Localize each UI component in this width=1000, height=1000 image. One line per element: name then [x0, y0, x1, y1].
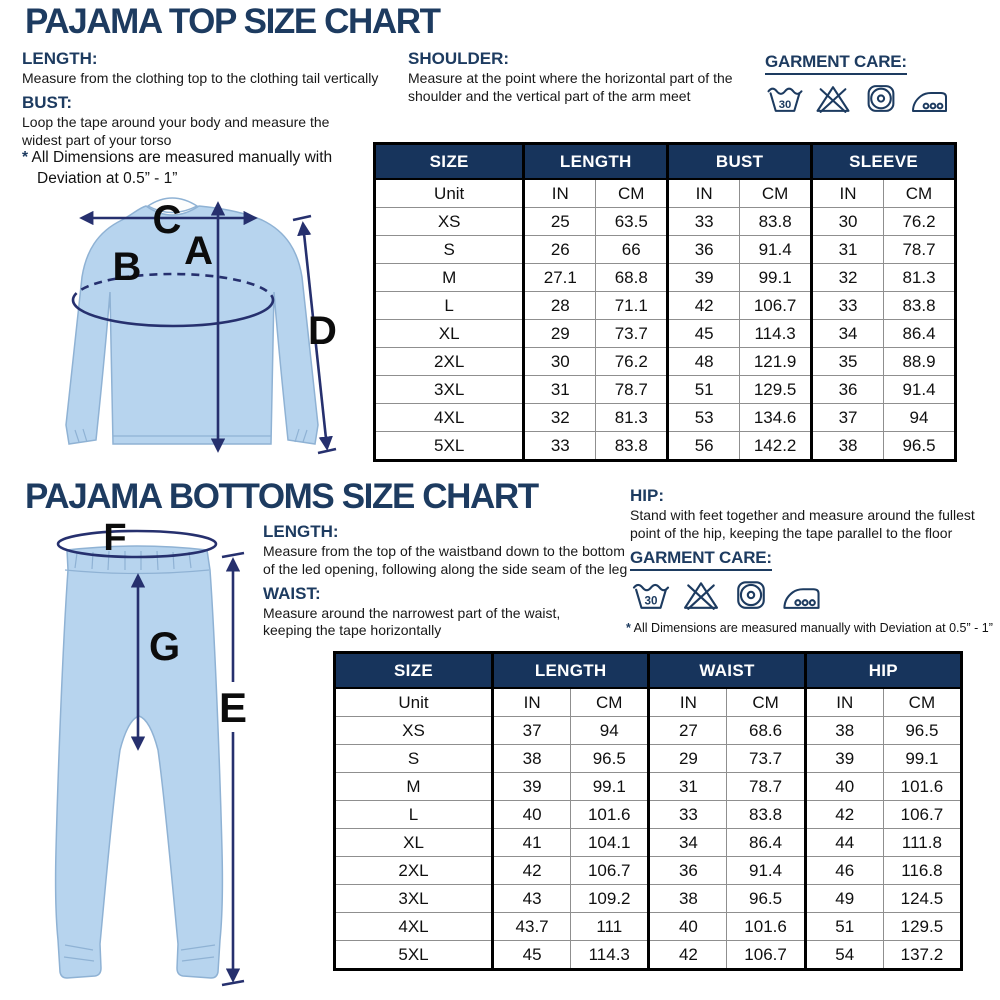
value-cell: CM [727, 688, 805, 717]
value-cell: IN [812, 179, 884, 208]
value-cell: 124.5 [883, 885, 961, 913]
pajama-bottoms-size-table [333, 651, 963, 971]
table-row [335, 801, 962, 829]
size-cell: XL [375, 320, 524, 348]
value-cell: 78.7 [596, 376, 668, 404]
value-cell: 35 [812, 348, 884, 376]
note-line1: All Dimensions are measured manually with [31, 149, 333, 166]
value-cell: 88.9 [884, 348, 956, 376]
hip-label: HIP: [630, 486, 664, 505]
value-cell: 34 [812, 320, 884, 348]
value-cell: 49 [805, 885, 883, 913]
shoulder-text: Measure at the point where the horizontal part of the shoulder and the vertical part of the arm meet [408, 70, 733, 104]
size-cell: XL [335, 829, 493, 857]
dim-letter-B: B [112, 245, 142, 289]
unit-row [335, 688, 962, 717]
bottoms-length-text: Measure from the top of the waistband down to the bottom of the led opening, following along the side seam of the leg [263, 543, 628, 577]
size-cell: XS [335, 717, 493, 745]
value-cell: 36 [649, 857, 727, 885]
value-cell: 116.8 [883, 857, 961, 885]
value-cell: 44 [805, 829, 883, 857]
value-cell: 99.1 [883, 745, 961, 773]
value-cell: 42 [805, 801, 883, 829]
value-cell: 51 [668, 376, 740, 404]
value-cell: 81.3 [884, 264, 956, 292]
garment-care-top-block [765, 52, 951, 115]
wash-temp-value: 30 [778, 98, 792, 111]
value-cell: 39 [805, 745, 883, 773]
table-row [375, 320, 956, 348]
size-cell: 5XL [335, 941, 493, 970]
hip-text: Stand with feet together and measure around the fullest point of the hip, keeping the tape parallel to the floor [630, 507, 975, 541]
dim-letter-G: G [149, 625, 181, 669]
value-cell: 94 [884, 404, 956, 432]
wash-30-icon [765, 82, 805, 115]
size-cell: 2XL [375, 348, 524, 376]
value-cell: 40 [649, 913, 727, 941]
value-cell: 36 [812, 376, 884, 404]
value-cell: 76.2 [596, 348, 668, 376]
value-cell: 86.4 [884, 320, 956, 348]
value-cell: 31 [524, 376, 596, 404]
table-row [335, 857, 962, 885]
table-row [375, 376, 956, 404]
wash-temp-value: 30 [644, 594, 658, 608]
pajama-bottoms-illustration [15, 520, 265, 992]
value-cell: 73.7 [727, 745, 805, 773]
value-cell: 121.9 [740, 348, 812, 376]
size-cell: 3XL [375, 376, 524, 404]
size-cell: M [335, 773, 493, 801]
value-cell: 106.7 [883, 801, 961, 829]
value-cell: 40 [805, 773, 883, 801]
value-cell: 29 [524, 320, 596, 348]
value-cell: 33 [649, 801, 727, 829]
value-cell: 111.8 [883, 829, 961, 857]
size-cell: 4XL [375, 404, 524, 432]
size-cell: L [375, 292, 524, 320]
size-cell: S [375, 236, 524, 264]
column-group-header: HIP [805, 653, 961, 689]
value-cell: 48 [668, 348, 740, 376]
value-cell: 81.3 [596, 404, 668, 432]
hip-instructions-block [630, 486, 992, 543]
value-cell: 137.2 [883, 941, 961, 970]
length-text: Measure from the clothing top to the clothing tail vertically [22, 70, 379, 86]
value-cell: 38 [493, 745, 571, 773]
table-row [335, 829, 962, 857]
value-cell: 43 [493, 885, 571, 913]
bust-label: BUST: [22, 92, 73, 112]
value-cell: 96.5 [727, 885, 805, 913]
value-cell: 36 [668, 236, 740, 264]
tumble-dry-icon [861, 82, 901, 115]
size-cell: XS [375, 208, 524, 236]
value-cell: 32 [812, 264, 884, 292]
value-cell: 99.1 [740, 264, 812, 292]
tumble-dry-icon [730, 578, 772, 612]
value-cell: 114.3 [740, 320, 812, 348]
bust-text: Loop the tape around your body and measure the widest part of your torso [22, 113, 330, 148]
value-cell: 66 [596, 236, 668, 264]
value-cell: 73.7 [596, 320, 668, 348]
value-cell: 39 [668, 264, 740, 292]
value-cell: 51 [805, 913, 883, 941]
table-row [335, 941, 962, 970]
column-group-header: LENGTH [493, 653, 649, 689]
value-cell: 45 [668, 320, 740, 348]
size-cell: L [335, 801, 493, 829]
value-cell: 32 [524, 404, 596, 432]
value-cell: 101.6 [571, 801, 649, 829]
value-cell: 33 [668, 208, 740, 236]
value-cell: 111 [571, 913, 649, 941]
unit-row [375, 179, 956, 208]
value-cell: 41 [493, 829, 571, 857]
value-cell: CM [740, 179, 812, 208]
column-group-header: SIZE [335, 653, 493, 689]
value-cell: 71.1 [596, 292, 668, 320]
value-cell: IN [649, 688, 727, 717]
pajama-bottoms-title: PAJAMA BOTTOMS SIZE CHART [25, 477, 538, 516]
value-cell: IN [493, 688, 571, 717]
iron-icon [780, 581, 824, 612]
garment-care-label: GARMENT CARE: [765, 52, 907, 75]
size-cell: Unit [434, 183, 465, 203]
value-cell: 78.7 [884, 236, 956, 264]
column-group-header: BUST [668, 144, 812, 180]
value-cell: 54 [805, 941, 883, 970]
value-cell: 83.8 [884, 292, 956, 320]
value-cell: 42 [668, 292, 740, 320]
value-cell: 91.4 [884, 376, 956, 404]
table-row [335, 913, 962, 941]
value-cell: 40 [493, 801, 571, 829]
value-cell: 91.4 [740, 236, 812, 264]
value-cell: 96.5 [571, 745, 649, 773]
table-row [375, 348, 956, 376]
value-cell: 56 [668, 432, 740, 461]
bottoms-waist-label: WAIST: [263, 583, 321, 603]
value-cell: 129.5 [883, 913, 961, 941]
value-cell: 31 [812, 236, 884, 264]
shoulder-label: SHOULDER: [408, 49, 510, 68]
value-cell: 83.8 [727, 801, 805, 829]
value-cell: 76.2 [884, 208, 956, 236]
table-row [375, 432, 956, 461]
value-cell: IN [524, 179, 596, 208]
column-group-header: WAIST [649, 653, 805, 689]
value-cell: 63.5 [596, 208, 668, 236]
do-not-bleach-icon [680, 578, 722, 612]
value-cell: 38 [805, 717, 883, 745]
dim-letter-D: D [308, 309, 337, 353]
bottoms-length-label: LENGTH: [263, 522, 339, 541]
value-cell: 104.1 [571, 829, 649, 857]
value-cell: 28 [524, 292, 596, 320]
value-cell: CM [884, 179, 956, 208]
value-cell: 101.6 [727, 913, 805, 941]
size-cell: 4XL [335, 913, 493, 941]
value-cell: 43.7 [493, 913, 571, 941]
size-cell: 2XL [335, 857, 493, 885]
value-cell: 101.6 [883, 773, 961, 801]
table-row [335, 885, 962, 913]
value-cell: 42 [649, 941, 727, 970]
value-cell: 42 [493, 857, 571, 885]
value-cell: 83.8 [740, 208, 812, 236]
value-cell: 109.2 [571, 885, 649, 913]
value-cell: 96.5 [884, 432, 956, 461]
top-instructions-block [22, 44, 402, 149]
value-cell: 25 [524, 208, 596, 236]
value-cell: 68.8 [596, 264, 668, 292]
size-cell: M [375, 264, 524, 292]
value-cell: 27.1 [524, 264, 596, 292]
note-line2: Deviation at 0.5” - 1” [37, 170, 178, 188]
value-cell: 30 [812, 208, 884, 236]
table-row [335, 745, 962, 773]
length-label: LENGTH: [22, 49, 98, 68]
value-cell: 27 [649, 717, 727, 745]
value-cell: 37 [812, 404, 884, 432]
shoulder-instructions-block [408, 49, 750, 106]
value-cell: 99.1 [571, 773, 649, 801]
value-cell: 83.8 [596, 432, 668, 461]
value-cell: 78.7 [727, 773, 805, 801]
table-row [375, 404, 956, 432]
column-group-header: SIZE [375, 144, 524, 180]
value-cell: 91.4 [727, 857, 805, 885]
value-cell: CM [883, 688, 961, 717]
iron-icon [909, 85, 951, 115]
wash-30-icon [630, 578, 672, 612]
garment-care-bottom-block [630, 548, 824, 612]
value-cell: 46 [805, 857, 883, 885]
value-cell: 39 [493, 773, 571, 801]
value-cell: 142.2 [740, 432, 812, 461]
table-row [335, 773, 962, 801]
column-group-header: LENGTH [524, 144, 668, 180]
asterisk: * [22, 149, 29, 166]
value-cell: 106.7 [740, 292, 812, 320]
asterisk: * [626, 621, 631, 635]
table-row [375, 208, 956, 236]
dim-letter-F: F [103, 520, 127, 559]
care-icons-row [765, 82, 951, 115]
care-icons-row [630, 578, 824, 612]
value-cell: CM [596, 179, 668, 208]
value-cell: 37 [493, 717, 571, 745]
value-cell: 96.5 [883, 717, 961, 745]
size-cell: 5XL [375, 432, 524, 461]
value-cell: 45 [493, 941, 571, 970]
value-cell: 26 [524, 236, 596, 264]
dim-letter-C: C [152, 198, 182, 242]
dim-letter-A: A [184, 229, 213, 273]
value-cell: 129.5 [740, 376, 812, 404]
value-cell: IN [668, 179, 740, 208]
table-row [375, 236, 956, 264]
size-cell: Unit [398, 692, 429, 712]
value-cell: 33 [812, 292, 884, 320]
bottoms-deviation-note [626, 621, 993, 635]
value-cell: 38 [812, 432, 884, 461]
top-deviation-note [22, 147, 392, 190]
table-row [375, 264, 956, 292]
value-cell: 33 [524, 432, 596, 461]
bottoms-waist-text: Measure around the narrowest part of the waist, keeping the tape horizontally [263, 604, 561, 639]
value-cell: 134.6 [740, 404, 812, 432]
pajama-top-illustration [15, 192, 370, 467]
value-cell: 94 [571, 717, 649, 745]
table-row [375, 292, 956, 320]
value-cell: 53 [668, 404, 740, 432]
pajama-top-size-table [373, 142, 957, 462]
value-cell: 86.4 [727, 829, 805, 857]
garment-care-label: GARMENT CARE: [630, 548, 772, 571]
value-cell: 38 [649, 885, 727, 913]
pajama-top-title: PAJAMA TOP SIZE CHART [25, 2, 440, 41]
bottoms-instructions-block [263, 522, 631, 640]
value-cell: 29 [649, 745, 727, 773]
value-cell: 34 [649, 829, 727, 857]
size-cell: S [335, 745, 493, 773]
value-cell: IN [805, 688, 883, 717]
table-row [335, 717, 962, 745]
do-not-bleach-icon [813, 82, 853, 115]
value-cell: 106.7 [727, 941, 805, 970]
size-cell: 3XL [335, 885, 493, 913]
value-cell: 114.3 [571, 941, 649, 970]
value-cell: 106.7 [571, 857, 649, 885]
note-text: All Dimensions are measured manually with Deviation at 0.5” - 1” [633, 621, 993, 635]
value-cell: CM [571, 688, 649, 717]
value-cell: 68.6 [727, 717, 805, 745]
column-group-header: SLEEVE [812, 144, 956, 180]
value-cell: 31 [649, 773, 727, 801]
dim-letter-E: E [218, 684, 248, 731]
value-cell: 30 [524, 348, 596, 376]
